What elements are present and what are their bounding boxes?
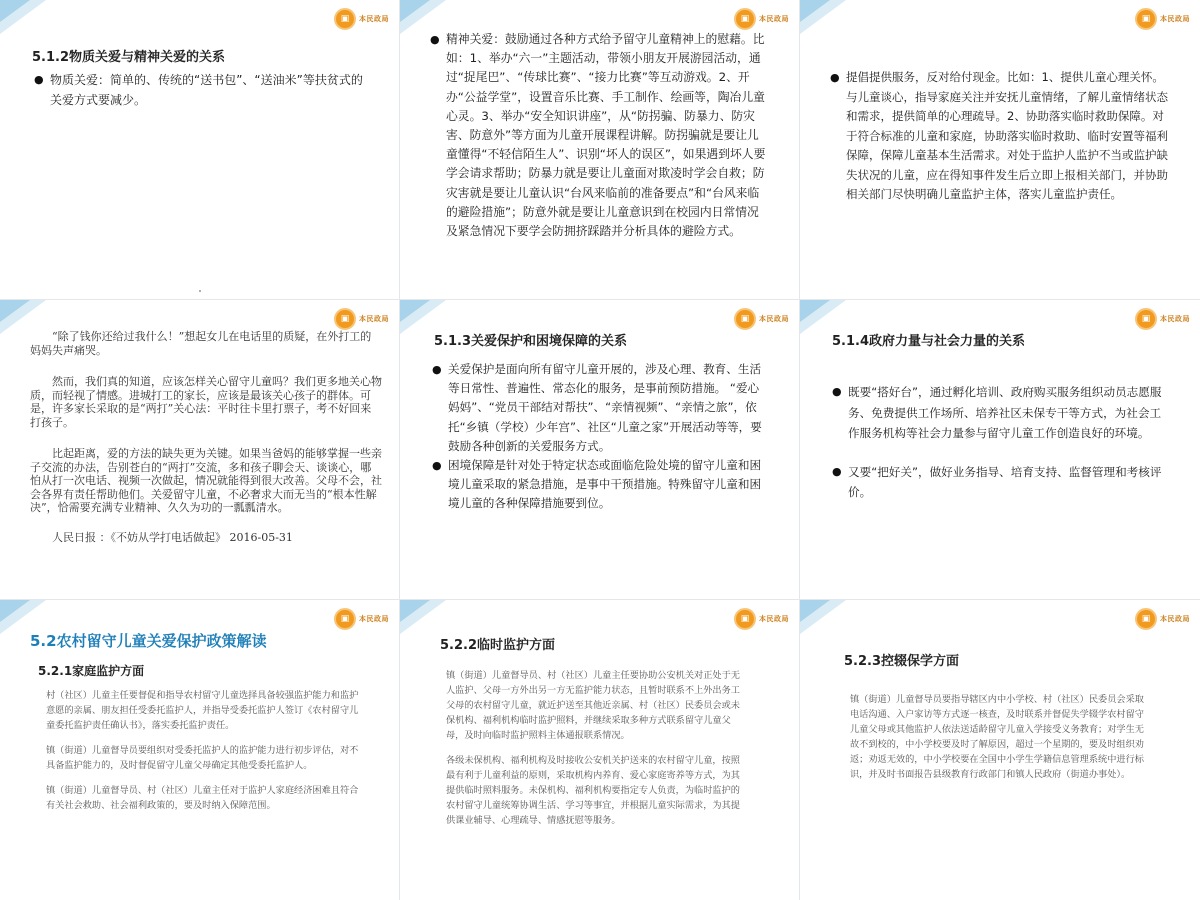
slide-body	[446, 668, 744, 828]
section-title: 5.1.3关爱保护和困境保障的关系	[434, 334, 628, 349]
paragraph: 各级未保机构、福利机构及时接收公安机关护送来的农村留守儿童，按照最有利于儿童利益的原则，采取机构内养育、爱心家庭寄养等方式，为其提供临时照料服务。未保机构、福利机构要指定专人负责，为临时监护的农村留守儿童统筹协调生活、学习等事宜，并根据儿童实际需求，为其提供课业辅导、心理疏导、情感抚慰等服务。	[446, 755, 740, 826]
logo-emblem-icon: ▣	[334, 308, 356, 330]
slide-7	[0, 600, 400, 900]
corner-decoration	[800, 0, 870, 46]
logo	[1135, 8, 1190, 30]
section-title: 5.2.2临时监护方面	[440, 638, 556, 653]
article-excerpt	[30, 330, 382, 544]
slide-body	[830, 68, 1170, 205]
section-title: 5.2.3控辍保学方面	[844, 654, 960, 669]
paragraph: 镇（街道）儿童督导员、村（社区）儿童主任对于监护人家庭经济困难且符合有关社会救助、社会福利政策的，要及时纳入保障范围。	[46, 785, 359, 811]
paragraph: 镇（街道）儿童督导员要组织对受委托监护人的监护能力进行初步评估，对不具备监护能力的，及时督促留守儿童父母确定其他受委托监护人。	[46, 745, 359, 771]
slide-body	[850, 692, 1150, 782]
slide-3	[800, 0, 1200, 300]
logo-text: 本民政局	[759, 15, 789, 23]
logo-text: 本民政局	[759, 315, 789, 323]
slide-2	[400, 0, 800, 300]
slide-body	[46, 688, 366, 813]
logo-text: 本民政局	[1160, 315, 1190, 323]
logo-text: 本民政局	[359, 315, 389, 323]
slide-body	[832, 382, 1172, 503]
slide-body	[432, 360, 770, 514]
logo-emblem-icon: ▣	[1135, 608, 1157, 630]
bullet-item: ● 既要“搭好台”，通过孵化培训、政府购买服务组织动员志愿服务、免费提供工作场所、培养社区未保专干等方式，为社会工作服务机构等社会力量参与留守儿童工作创造良好的环境。	[832, 382, 1172, 444]
logo-emblem-icon: ▣	[334, 608, 356, 630]
bullet-item: ● 又要“把好关”，做好业务指导、培育支持、监督管理和考核评价。	[832, 462, 1172, 503]
slide-1	[0, 0, 400, 300]
logo-emblem-icon: ▣	[734, 308, 756, 330]
bullet-item: ● 提倡提供服务，反对给付现金。比如：1、提供儿童心理关怀。与儿童谈心，指导家庭关注并安抚儿童情绪，了解儿童情绪状态和需求，提供简单的心理疏导。2、协助落实临时救助保障。对于符合标准的儿童和家庭，协助落实临时救助、临时安置等福利保障，保障儿童基本生活需求。对处于监护人监护不当或监护缺失状况的儿童，应在得知事件发生后立即上报相关部门，并协助相关部门尽快明确儿童监护主体，落实儿童监护责任。	[830, 68, 1170, 205]
corner-decoration	[0, 0, 70, 46]
bullet-item: ● 关爱保护是面向所有留守儿童开展的，涉及心理、教育、生活等日常性、普遍性、常态化的服务，是事前预防措施。 “爱心妈妈”、“党员干部结对帮扶”、“亲情视频”、“亲情之旅”，依托“乡镇（学校）少年宫”、社区“儿童之家”开展活动等等，要鼓励各种创新的关爱服务方式。	[432, 360, 770, 456]
section-title: 5.1.2物质关爱与精神关爱的关系	[32, 50, 226, 65]
bullet-item: ● 物质关爱：简单的、传统的“送书包”、“送油米”等扶贫式的关爱方式要减少。	[34, 70, 364, 110]
paragraph: 然而，我们真的知道，应该怎样关心留守儿童吗？我们更多地关心物质，而轻视了情感。进城打工的家长，应该是最该关心孩子的群体。可是，许多家长采取的是“两打”关心法：平时往卡里打票子，考不好回来打孩子。	[30, 375, 382, 429]
paragraph: 村（社区）儿童主任要督促和指导农村留守儿童选择具备较强监护能力和监护意愿的亲属、朋友担任受委托监护人，并指导受委托监护人签订《农村留守儿童委托监护责任确认书》，落实委托监护责任。	[46, 690, 359, 731]
logo-emblem-icon: ▣	[734, 8, 756, 30]
logo	[734, 308, 789, 330]
logo-emblem-icon: ▣	[734, 608, 756, 630]
bullet-item: ● 精神关爱：鼓励通过各种方式给予留守儿童精神上的慰藉。比如：1、举办“六一”主题活动，带领小朋友开展游园活动，通过“捉尾巴”、“传球比赛”、“接力比赛”等互动游戏。2、开办“公益学堂”，设置音乐比赛、手工制作、绘画等，陶冶儿童心灵。3、举办“安全知识讲座”，从“防拐骗、防暴力、防灾害、防意外”等方面为儿童开展课程讲解。防拐骗就是要让儿童懂得“不轻信陌生人”、识别“坏人的误区”，如果遇到坏人要学会请求帮助；防暴力就是要让儿童面对欺凌时学会自救；防灾害就是要让儿童认识“台风来临前的准备要点”和“台风来临的避险措施”；防意外就是要让儿童意识到在校园内日常情况及紧急情况下要学会防拥挤踩踏并分析具体的避险方式。	[430, 30, 770, 241]
subsection-title: 5.2.1家庭监护方面	[38, 664, 145, 678]
slide-body	[34, 70, 364, 110]
logo-emblem-icon: ▣	[1135, 8, 1157, 30]
source-citation: 人民日报 ：《不妨从学打电话做起》 2016-05-31	[52, 530, 293, 544]
paragraph: 镇（街道）儿童督导员要指导辖区内中小学校、村（社区）民委员会采取电话沟通、入户家访等方式逐一核查，及时联系并督促失学辍学农村留守儿童父母或其他监护人依法送适龄留守儿童入学接受义务教育；对学生无故不到校的，中小学校要及时了解原因，超过一个星期的，要及时组织劝返；劝返无效的，中小学校要在全国中小学生学籍信息管理系统中进行标识，并及时书面报告县级教育行政部门和镇人民政府（街道办事处）。	[850, 694, 1144, 780]
slide-body	[430, 30, 770, 241]
slide-6	[800, 300, 1200, 600]
logo	[334, 8, 389, 30]
logo	[1135, 608, 1190, 630]
logo	[734, 8, 789, 30]
corner-decoration	[800, 600, 870, 646]
paragraph: 比起距离，爱的方法的缺失更为关键。如果当爸妈的能够掌握一些亲子交流的办法，告别苍白的“两打”交流，多和孩子聊会天、谈谈心，哪怕从打一次电话、视频一次做起，情况就能得到很大改善。父母不会，社会各界有责任帮助他们。关爱留守儿童，不必奢求大而无当的“根本性解决”，恰需要充满专业精神、久久为功的一瓢瓢清水。	[30, 447, 382, 514]
logo	[734, 608, 789, 630]
paragraph: “除了钱你还给过我什么！”想起女儿在电话里的质疑，在外打工的妈妈失声痛哭。	[30, 330, 372, 357]
logo-emblem-icon: ▣	[1135, 308, 1157, 330]
logo	[334, 308, 389, 330]
slide-8	[400, 600, 800, 900]
logo-text: 本民政局	[1160, 615, 1190, 623]
bullet-item: ● 困境保障是针对处于特定状态或面临危险处境的留守儿童和困境儿童采取的紧急措施，是事中干预措施。特殊留守儿童和困境儿童的各种保障措施要到位。	[432, 456, 770, 514]
chapter-title: 5.2农村留守儿童关爱保护政策解读	[30, 632, 267, 650]
slide-4	[0, 300, 400, 600]
logo-emblem-icon: ▣	[334, 8, 356, 30]
logo	[1135, 308, 1190, 330]
logo-text: 本民政局	[1160, 15, 1190, 23]
slide-9	[800, 600, 1200, 900]
logo-text: 本民政局	[359, 15, 389, 23]
logo-text: 本民政局	[759, 615, 789, 623]
section-title: 5.1.4政府力量与社会力量的关系	[832, 334, 1026, 349]
paragraph: 镇（街道）儿童督导员、村（社区）儿童主任要协助公安机关对正处于无人监护、父母一方外出另一方无监护能力状态，且暂时联系不上外出务工父母的农村留守儿童，就近护送至其他近亲属、村（社区）民委员会或未保机构、福利机构临时监护照料，并继续采取多种方式联系留守儿童父母，及时向临时监护照料主体通报联系情况。	[446, 670, 740, 741]
slide-5	[400, 300, 800, 600]
logo-text: 本民政局	[359, 615, 389, 623]
logo	[334, 608, 389, 630]
